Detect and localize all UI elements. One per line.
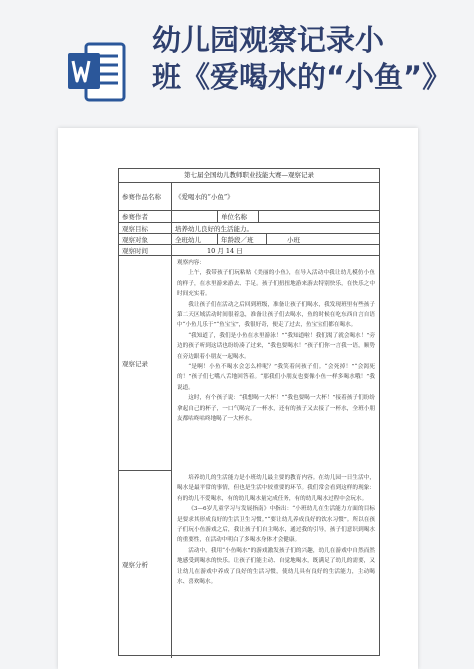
- record-paragraph: 我让孩子们在活动之后回到班级，准备让孩子们喝水，我发现班里有些孩子第二天区域活动时间很着急，准备让孩子们去喝水，鱼的时候在吃东西自言自语中“小鱼儿乐于”“鱼宝宝”，我很好奇，便走了过去，鱼宝宝们都在喝水。: [177, 301, 375, 329]
- record-paragraph: 这时，有个孩子说：“我想喝一大杯！”“我也要喝一大杯！”接着孩子们纷纷拿起自己的杯子，一口气喝完了一杯水，还有的孩子又去接了一杯水，全班小朋友都咕咚咕咚地喝了一大杯水。: [177, 395, 375, 423]
- record-paragraph: “是啊！小鱼不喝水会怎么样呢？”我笑着问孩子们。“会死掉！”“会渴死的！”孩子们七嘴八舌地回答着。“那我们小朋友也要像小鱼一样多喝水哦！”我说道。: [177, 364, 375, 391]
- row-subject: [119, 233, 379, 244]
- row-contestant: [119, 210, 379, 222]
- title-line-1: 幼儿园观察记录小: [152, 23, 385, 57]
- word-document-icon: [68, 40, 126, 104]
- record-table: [118, 168, 380, 656]
- work-name-value: 《爱喝水的“小鱼”》: [175, 193, 234, 201]
- analysis-paragraph: 《3—6岁儿童学习与发展指南》中指出：“小班幼儿在生活能力方面的目标是要求其形成良好的生活卫生习惯。”“要让幼儿养成良好的饮水习惯”。所以在孩子们玩小鱼游戏之后，我让孩子们自主喝水，通过我的引导，孩子们意识到喝水的重要性，在活动中明白了多喝水身体才会健康。: [177, 506, 375, 544]
- class-value: 小班: [287, 235, 300, 244]
- record-content: [177, 258, 375, 468]
- record-label: 观察记录: [119, 256, 172, 470]
- work-name-label: 参赛作品名称: [119, 183, 172, 210]
- analysis-label: 观察分析: [119, 470, 172, 658]
- subject-label: 观察对象: [119, 234, 172, 244]
- analysis-paragraph: 活动中，我用“小鱼喝水”的游戏激发孩子们的兴趣，幼儿在游戏中自然而然地感受到喝水的快乐。让孩子们能主动、自觉地喝水，既满足了幼儿的需要，又让幼儿在游戏中养成了良好的生活习惯，使幼儿具有良好的生活能力，主动喝水、喜欢喝水。: [177, 547, 375, 586]
- goal-value: 培养幼儿良好的生活能力。: [175, 224, 253, 233]
- record-title: 观察内容：: [177, 260, 205, 266]
- age-class-label: 年龄段／班: [221, 235, 254, 244]
- row-time: [119, 244, 379, 255]
- page-title: [152, 22, 474, 96]
- analysis-paragraph: 培养幼儿的生活能力是小班幼儿最主要的教育内容。在幼儿园一日生活中，喝水是最平常的事情，但也是生活中较重要的环节。我们常会看到这样的现象：有的幼儿不爱喝水，有的幼儿喝水量完成任务，有的幼儿喝水过程中会玩水。: [177, 475, 375, 502]
- time-value: 10 月 14 日: [207, 246, 243, 255]
- contestant-label: 参赛作者: [119, 211, 172, 222]
- analysis-content: [177, 473, 375, 655]
- banner: [0, 0, 474, 140]
- unit-name-label: 单位名称: [221, 213, 247, 221]
- document-page: [58, 128, 418, 669]
- title-line-2: 班《爱喝水的“小鱼”》: [152, 60, 452, 94]
- document-heading: 第七届全国幼儿教师职业技能大赛—观察记录: [184, 171, 314, 179]
- time-label: 观察时间: [119, 245, 172, 255]
- goal-label: 观察目标: [119, 223, 172, 233]
- subject-value: 全班幼儿: [175, 235, 201, 244]
- record-paragraph: “我知道了，我们是小鱼在水里游泳！”“我知道啦！我们渴了就会喝水！”旁边的孩子听到这话也纷纷凑了过来，“我也要喝水！”孩子们你一言我一语，顺势在旁边跟着小朋友一起喝水。: [177, 332, 375, 360]
- row-goal: [119, 222, 379, 233]
- row-work-name: [119, 182, 379, 210]
- record-paragraph: 上午，我带孩子们玩粘贴《美丽的小鱼》，在导入活动中我让幼儿模仿小鱼的样子，在水里游来游去、手足。孩子们扭扭地游来游去特别快乐，在快乐之中时间充实着。: [177, 270, 375, 298]
